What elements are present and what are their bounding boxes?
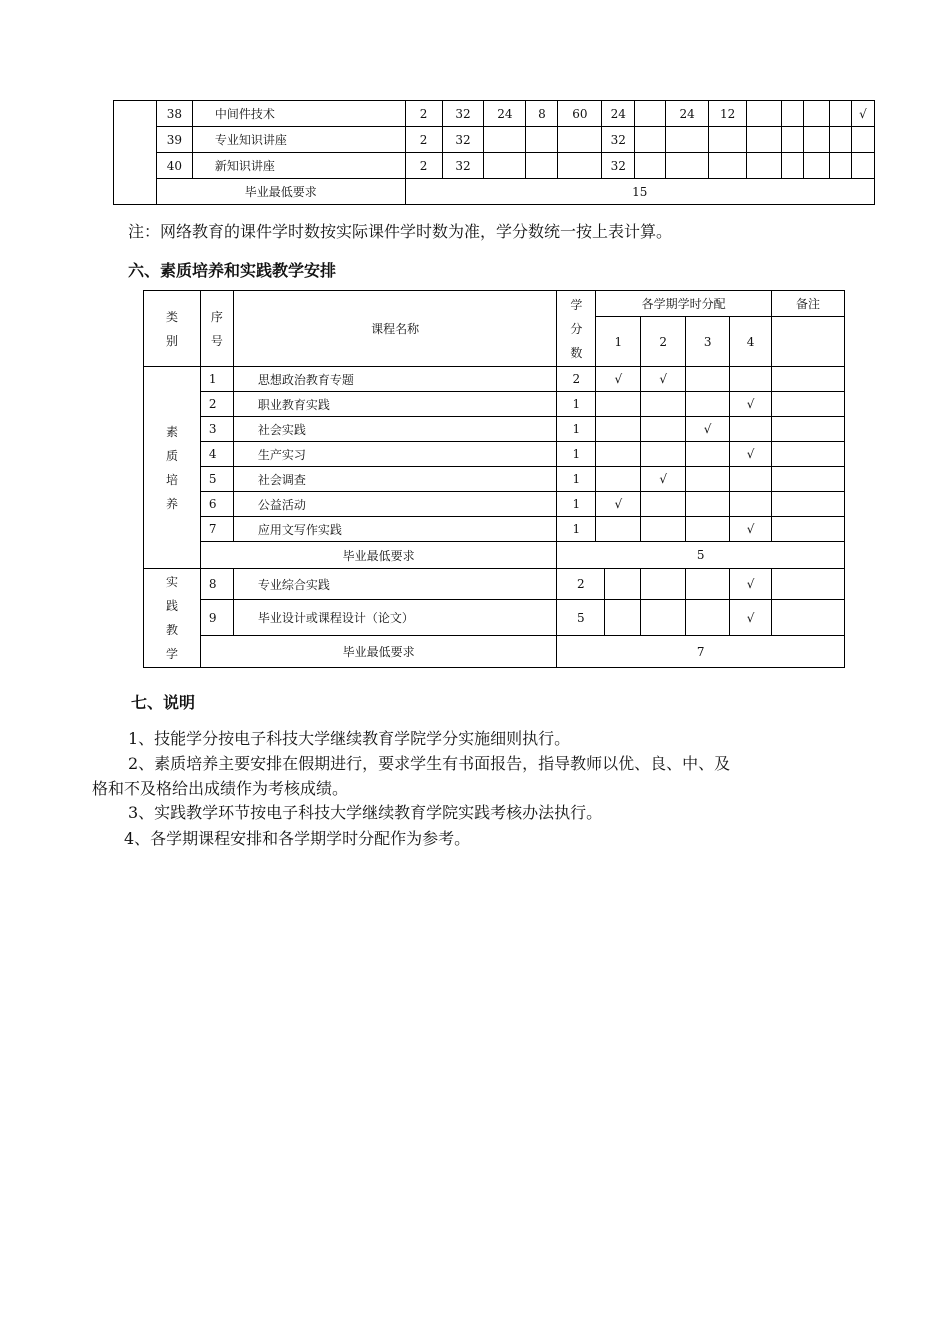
table-row: 6 公益活动 1 √ — [144, 492, 845, 517]
section-heading-6: 六、素质培养和实践教学安排 — [128, 261, 337, 280]
table-row: 39 专业知识讲座 2 32 32 — [114, 127, 875, 153]
min-requirement-row — [114, 179, 875, 205]
explanation-item: 3、实践教学环节按电子科技大学继续教育学院实践考核办法执行。 — [128, 803, 603, 822]
min-requirement-value: 7 — [557, 636, 845, 668]
header-course-name: 课程名称 — [233, 291, 557, 367]
table-row: 2 职业教育实践 1 √ — [144, 392, 845, 417]
category-quality: 素 质 培 养 — [144, 367, 201, 569]
header-remark: 备注 — [772, 291, 845, 317]
min-requirement-label: 毕业最低要求 — [200, 542, 556, 569]
table-row: 4 生产实习 1 √ — [144, 442, 845, 467]
header-seq: 序 号 — [200, 291, 233, 367]
category-cell — [114, 101, 157, 205]
category-practice: 实 践 教 学 — [144, 569, 201, 668]
quality-practice-table — [143, 290, 845, 668]
min-requirement-row — [144, 542, 845, 569]
table-row: 9 毕业设计或课程设计（论文） 5 √ — [144, 600, 845, 636]
table-row: 38 中间件技术 2 32 24 8 60 24 24 12 √ — [114, 101, 875, 127]
header-category: 类 别 — [144, 291, 201, 367]
header-credit: 学 分 数 — [557, 291, 596, 367]
table-row: 5 社会调查 1 √ — [144, 467, 845, 492]
explanation-item: 2、素质培养主要安排在假期进行，要求学生有书面报告，指导教师以优、良、中、及 — [128, 754, 731, 773]
min-requirement-label: 毕业最低要求 — [156, 179, 405, 205]
table-row: 实 践 教 学 8 专业综合实践 2 √ — [144, 569, 845, 600]
header-row-semesters: 1 2 3 4 — [144, 317, 845, 367]
table-row: 3 社会实践 1 √ — [144, 417, 845, 442]
section-heading-7: 七、说明 — [131, 693, 196, 712]
min-requirement-label: 毕业最低要求 — [200, 636, 556, 668]
table-row: 7 应用文写作实践 1 √ — [144, 517, 845, 542]
table-note: 注：网络教育的课件学时数按实际课件学时数为准，学分数统一按上表计算。 — [128, 222, 673, 241]
table-row: 40 新知识讲座 2 32 32 — [114, 153, 875, 179]
min-requirement-value: 15 — [405, 179, 874, 205]
header-row — [144, 291, 845, 317]
explanation-item: 4、各学期课程安排和各学期学时分配作为参考。 — [124, 829, 471, 848]
min-requirement-value: 5 — [557, 542, 845, 569]
explanation-item: 格和不及格给出成绩作为考核成绩。 — [92, 779, 349, 798]
table-row: 素 质 培 养 1 思想政治教育专题 2 √ √ — [144, 367, 845, 392]
header-semester-group: 各学期学时分配 — [596, 291, 772, 317]
explanation-item: 1、技能学分按电子科技大学继续教育学院学分实施细则执行。 — [128, 729, 571, 748]
course-table-continuation — [113, 100, 875, 205]
min-requirement-row — [144, 636, 845, 668]
